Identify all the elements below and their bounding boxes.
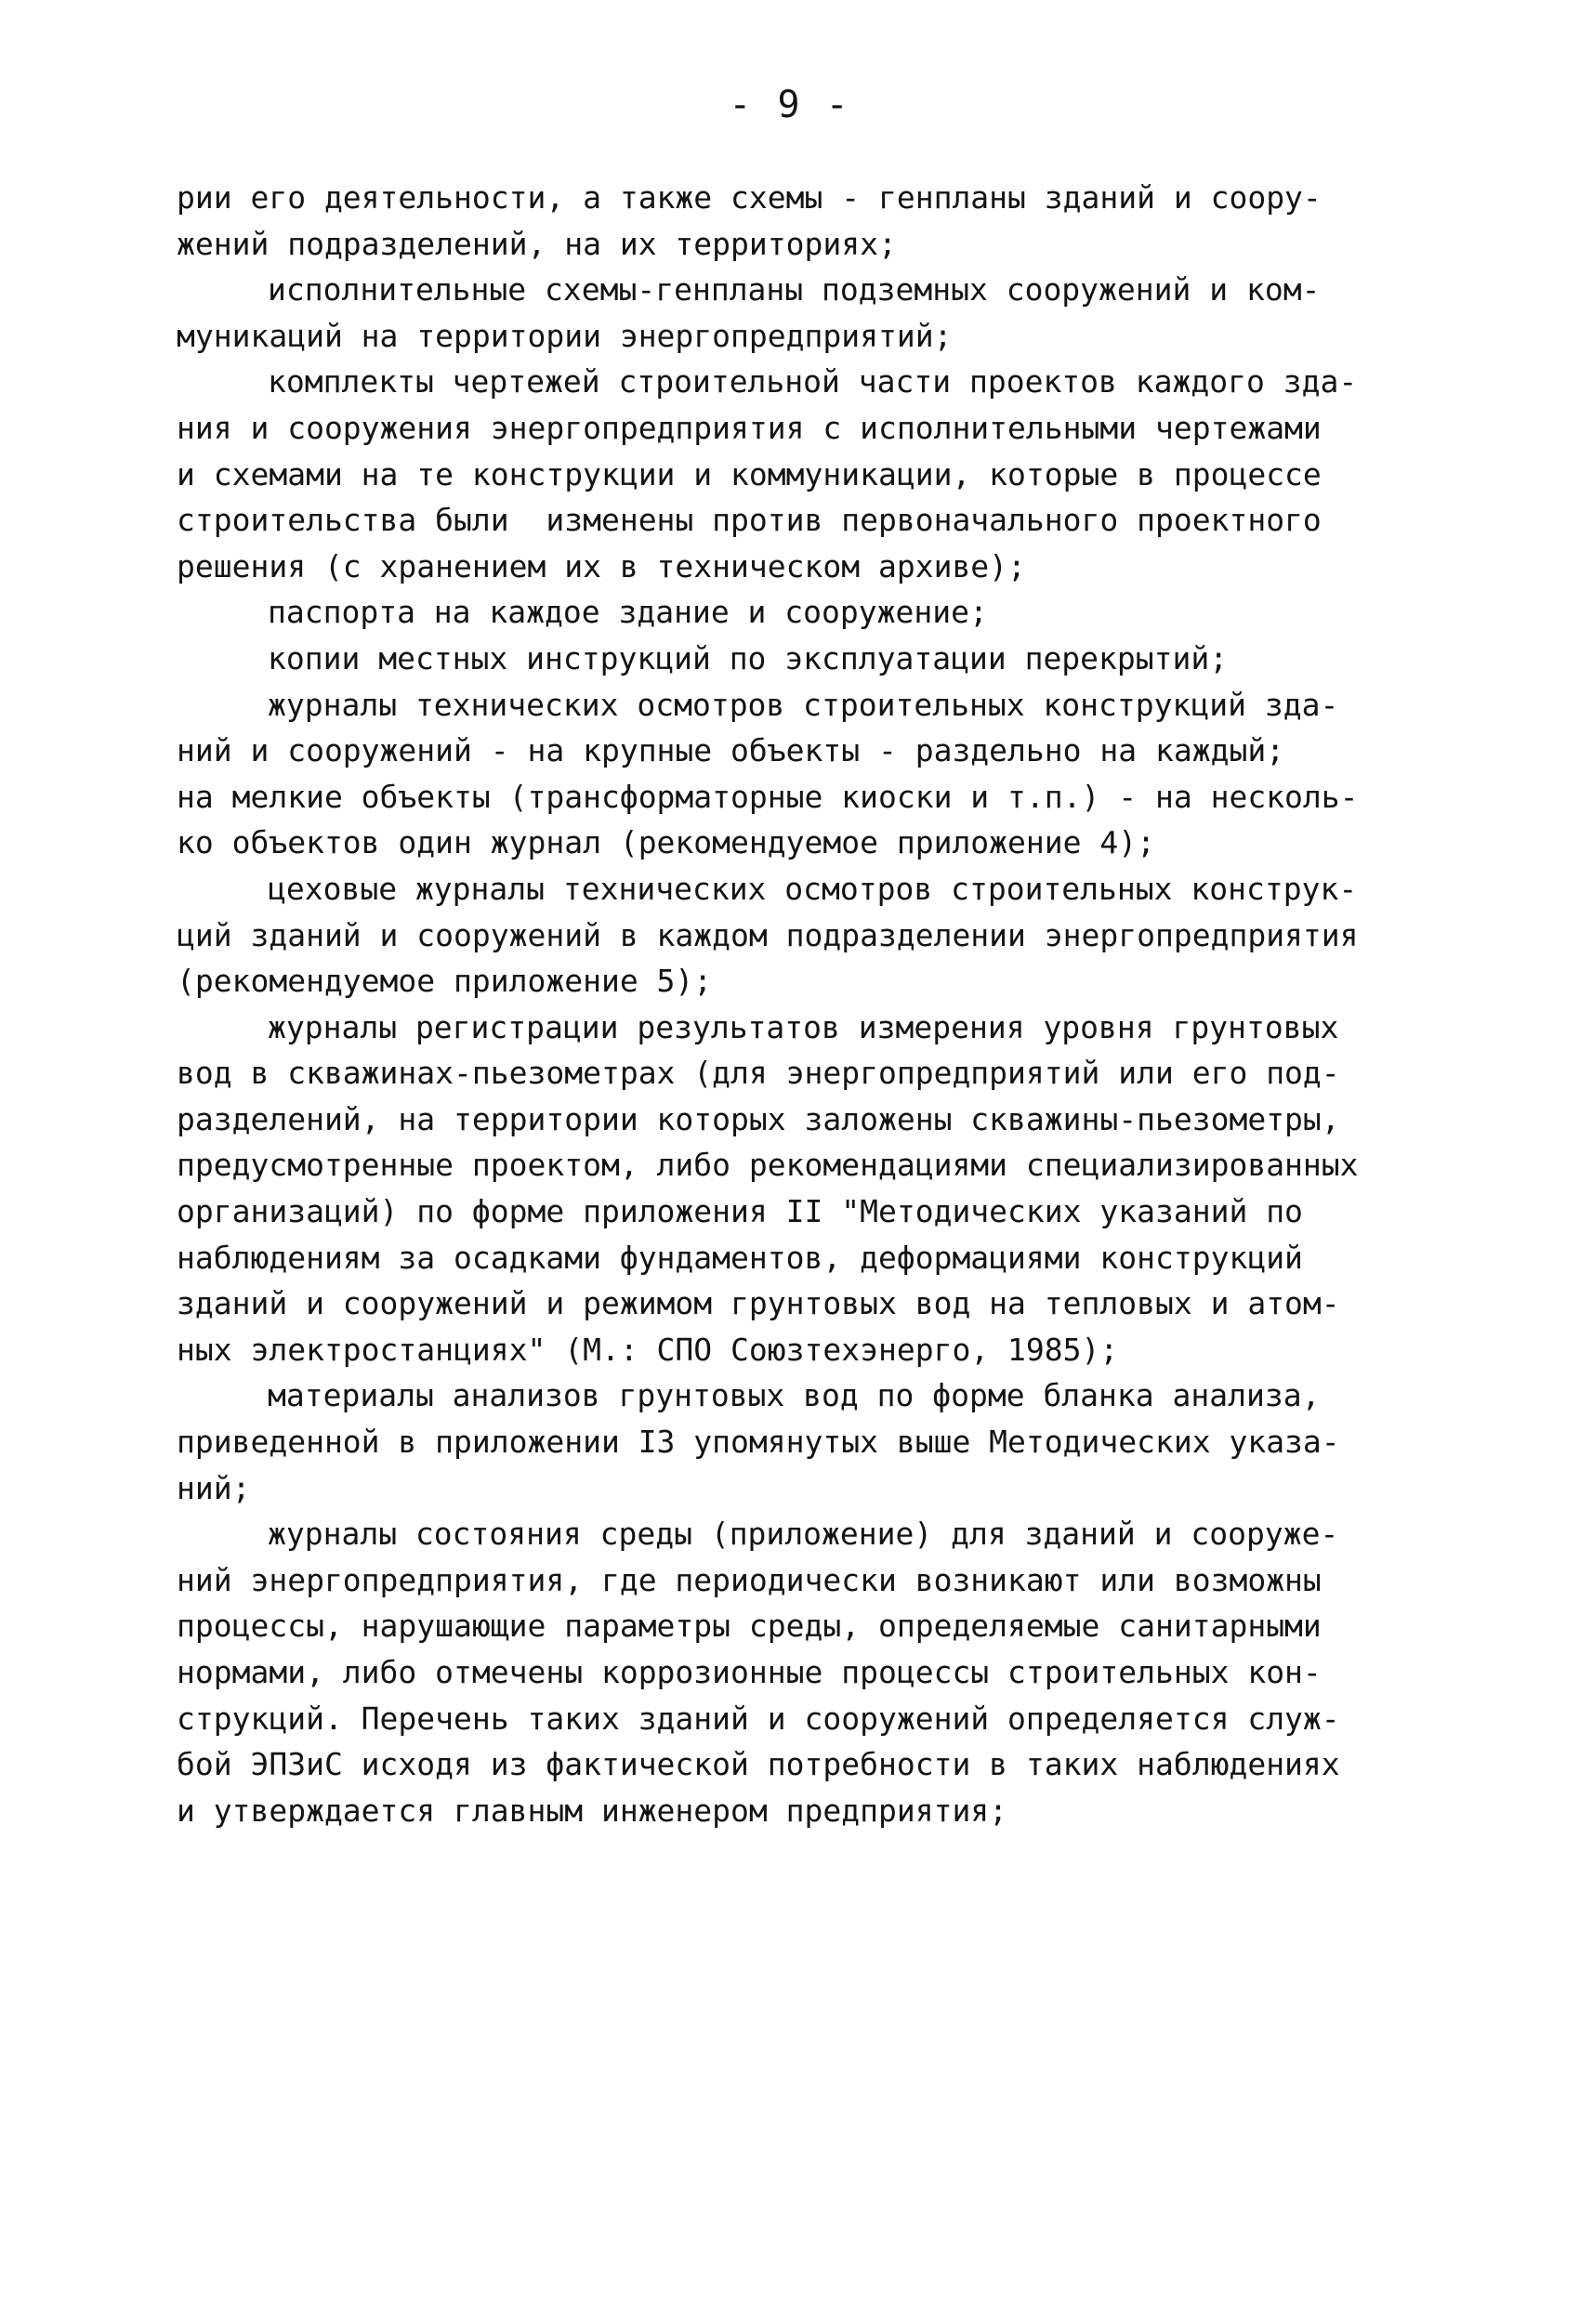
list-item-start: копии местных инструкций по эксплуатации перекрытий; [268, 639, 1229, 676]
text-line: ций зданий и сооружений в каждом подразделении энергопредприятия [177, 916, 1359, 953]
text-line: рии его деятельности, а также схемы - генпланы зданий и соору- [177, 179, 1322, 216]
text-line: наблюдениям за осадками фундаментов, деформациями конструкций [177, 1239, 1303, 1276]
text-line: ных электростанциях" (М.: СПО Союзтехэнерго, 1985); [177, 1331, 1119, 1368]
text-line: решения (с хранением их в техническом архиве); [177, 547, 1026, 584]
text-line: ний энергопредприятия, где периодически возникают или возможны [177, 1561, 1322, 1598]
list-item-start: журналы регистрации результатов измерения уровня грунтовых [268, 1008, 1339, 1045]
text-line: предусмотренные проектом, либо рекомендациями специализированных [177, 1147, 1359, 1184]
list-item-start: исполнительные схемы-генпланы подземных сооружений и ком- [268, 271, 1321, 309]
text-line: ко объектов один журнал (рекомендуемое приложение 4); [177, 824, 1155, 861]
text-line: ний и сооружений - на крупные объекты - раздельно на каждый; [177, 732, 1285, 769]
text-line: и утверждается главным инженером предприятия; [177, 1792, 1008, 1829]
text-line: (рекомендуемое приложение 5); [177, 963, 713, 1000]
text-line: бой ЭПЗиС исходя из фактической потребности в таких наблюдениях [177, 1746, 1340, 1783]
list-item-start: материалы анализов грунтовых вод по форме бланка анализа, [268, 1377, 1321, 1414]
list-item-start: паспорта на каждое здание и сооружение; [268, 594, 988, 631]
text-line: нормами, либо отмечены коррозионные процессы строительных кон- [177, 1654, 1322, 1690]
text-line: строительства были изменены против первоначального проектного [177, 502, 1322, 539]
list-item-start: журналы состояния среды (приложение) для зданий и сооруже- [268, 1516, 1339, 1553]
text-line: струкций. Перечень таких зданий и сооружений определяется служ- [177, 1700, 1340, 1737]
text-line: приведенной в приложении I3 упомянутых выше Методических указа- [177, 1424, 1340, 1461]
text-line: вод в скважинах-пьезометрах (для энергопредприятий или его под- [177, 1055, 1340, 1092]
text-line: и схемами на те конструкции и коммуникации, которые в процессе [177, 455, 1322, 492]
list-item-start: комплекты чертежей строительной части проектов каждого зда- [268, 363, 1358, 400]
text-line: на мелкие объекты (трансформаторные киоски и т.п.) - на несколь- [177, 778, 1359, 815]
text-line: жений подразделений, на их территориях; [177, 225, 897, 262]
text-line: организаций) по форме приложения II "Методических указаний по [177, 1193, 1303, 1230]
page-number: - 9 - [729, 84, 850, 126]
text-line: ний; [177, 1469, 251, 1506]
document-body [177, 175, 1403, 1833]
text-line: разделений, на территории которых заложены скважины-пьезометры, [177, 1100, 1340, 1137]
text-line: муникаций на территории энергопредприятий; [177, 317, 953, 354]
list-item-start: цеховые журналы технических осмотров строительных конструк- [268, 870, 1358, 907]
text-line: ния и сооружения энергопредприятия с исполнительными чертежами [177, 409, 1322, 446]
text-line: процессы, нарушающие параметры среды, определяемые санитарными [177, 1608, 1322, 1645]
list-item-start: журналы технических осмотров строительных конструкций зда- [268, 686, 1339, 723]
text-line: зданий и сооружений и режимом грунтовых вод на тепловых и атом- [177, 1285, 1340, 1322]
